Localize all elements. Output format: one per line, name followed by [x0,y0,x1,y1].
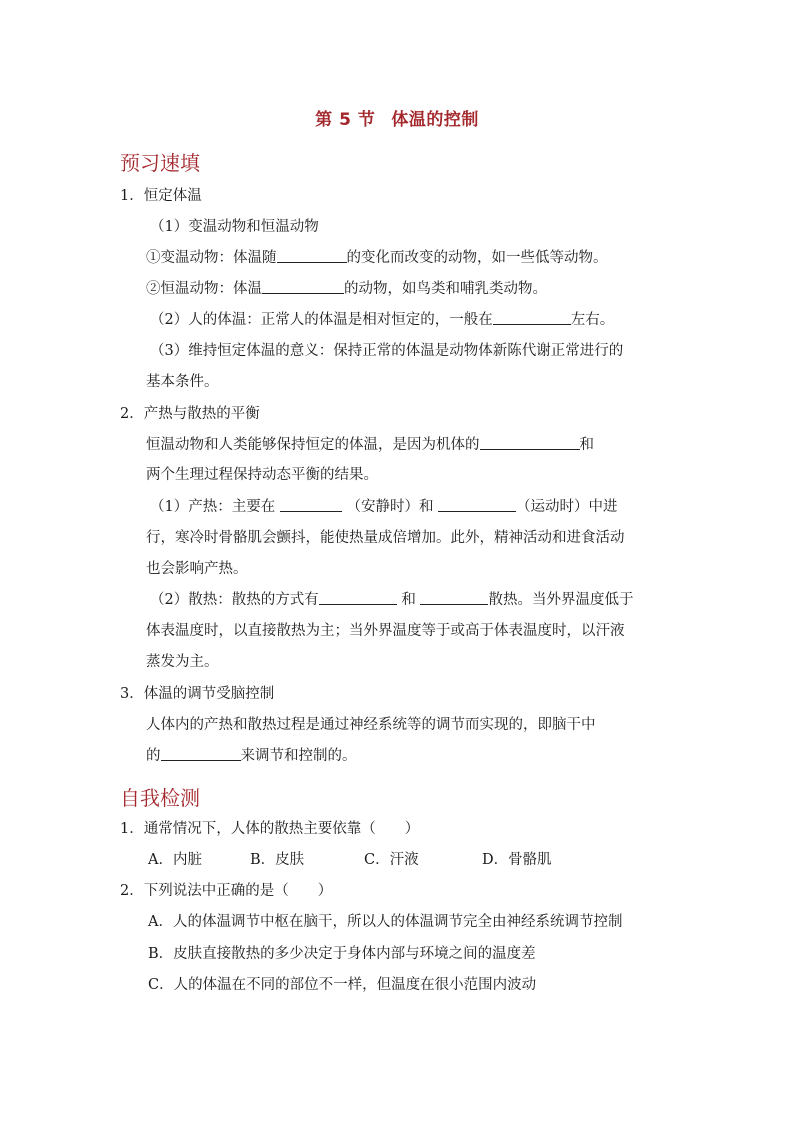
fill-blank[interactable] [480,435,580,450]
fill-blank[interactable] [420,590,488,605]
mc1-option-a[interactable]: A．内脏 [148,852,202,868]
mc1-option-c[interactable]: C．汗液 [364,852,419,868]
section-number: 第 5 节 [315,110,376,130]
section-heading-selfcheck: 自我检测 [120,786,200,810]
mc1-stem: 1．通常情况下，人体的散热主要依靠（ ） [120,821,420,837]
q2-sub2-line3: 蒸发为主。 [146,654,219,670]
section-name: 体温的控制 [391,110,479,130]
mc2-option-b[interactable]: B．皮肤直接散热的多少决定于身体内部与环境之间的温度差 [148,946,536,962]
q1-sub1a: ①变温动物：体温随 的变化而改变的动物，如一些低等动物。 [146,250,608,266]
fill-blank[interactable] [493,310,571,325]
mc2-option-c[interactable]: C．人的体温在不同的部位不一样，但温度在很小范围内波动 [148,977,537,993]
q1-sub3-line1: （3）维持恒定体温的意义：保持正常的体温是动物体新陈代谢正常进行的 [150,343,624,359]
mc1-option-b[interactable]: B．皮肤 [250,852,305,868]
q2-sub1-line2: 行，寒冷时骨骼肌会颤抖，能使热量成倍增加。此外，精神活动和进食活动 [146,530,625,546]
q2-sub1-line3: 也会影响产热。 [146,561,248,577]
fill-blank[interactable] [277,248,347,263]
page-title [0,105,794,130]
q2-sub2: （2）散热：散热的方式有 和 散热。当外界温度低于 [150,592,634,608]
fill-blank[interactable] [262,279,344,294]
mc1-option-d[interactable]: D．骨骼肌 [482,852,552,868]
q1-sub2: （2）人的体温：正常人的体温是相对恒定的，一般在 左右。 [150,312,615,328]
q2-intro: 恒温动物和人类能够保持恒定的体温，是因为机体的 和 [146,437,594,453]
q1-sub3-line2: 基本条件。 [146,374,219,390]
q3-title: 3．体温的调节受脑控制 [120,686,275,702]
fill-blank[interactable] [319,590,397,605]
q2-sub2-line2: 体表温度时，以直接散热为主；当外界温度等于或高于体表温度时，以汗液 [146,623,625,639]
q2-intro-line2: 两个生理过程保持动态平衡的结果。 [146,467,378,483]
mc2-option-a[interactable]: A．人的体温调节中枢在脑干，所以人的体温调节完全由神经系统调节控制 [148,914,623,930]
fill-blank[interactable] [280,497,342,512]
q1-sub1: （1）变温动物和恒温动物 [150,219,319,235]
q3-line2: 的 来调节和控制的。 [146,748,357,764]
q1-sub1b: ②恒温动物：体温 的动物，如鸟类和哺乳类动物。 [146,281,547,297]
q2-title: 2．产热与散热的平衡 [120,406,260,422]
q2-sub1: （1）产热：主要在 （安静时）和 （运动时）中进 [150,499,618,515]
q1-title: 1．恒定体温 [120,188,202,204]
section-heading-preview: 预习速填 [120,151,200,175]
fill-blank[interactable] [438,497,516,512]
fill-blank[interactable] [161,746,241,761]
mc2-stem: 2．下列说法中正确的是（ ） [120,883,333,899]
q3-line1: 人体内的产热和散热过程是通过神经系统等的调节而实现的，即脑干中 [146,717,596,733]
